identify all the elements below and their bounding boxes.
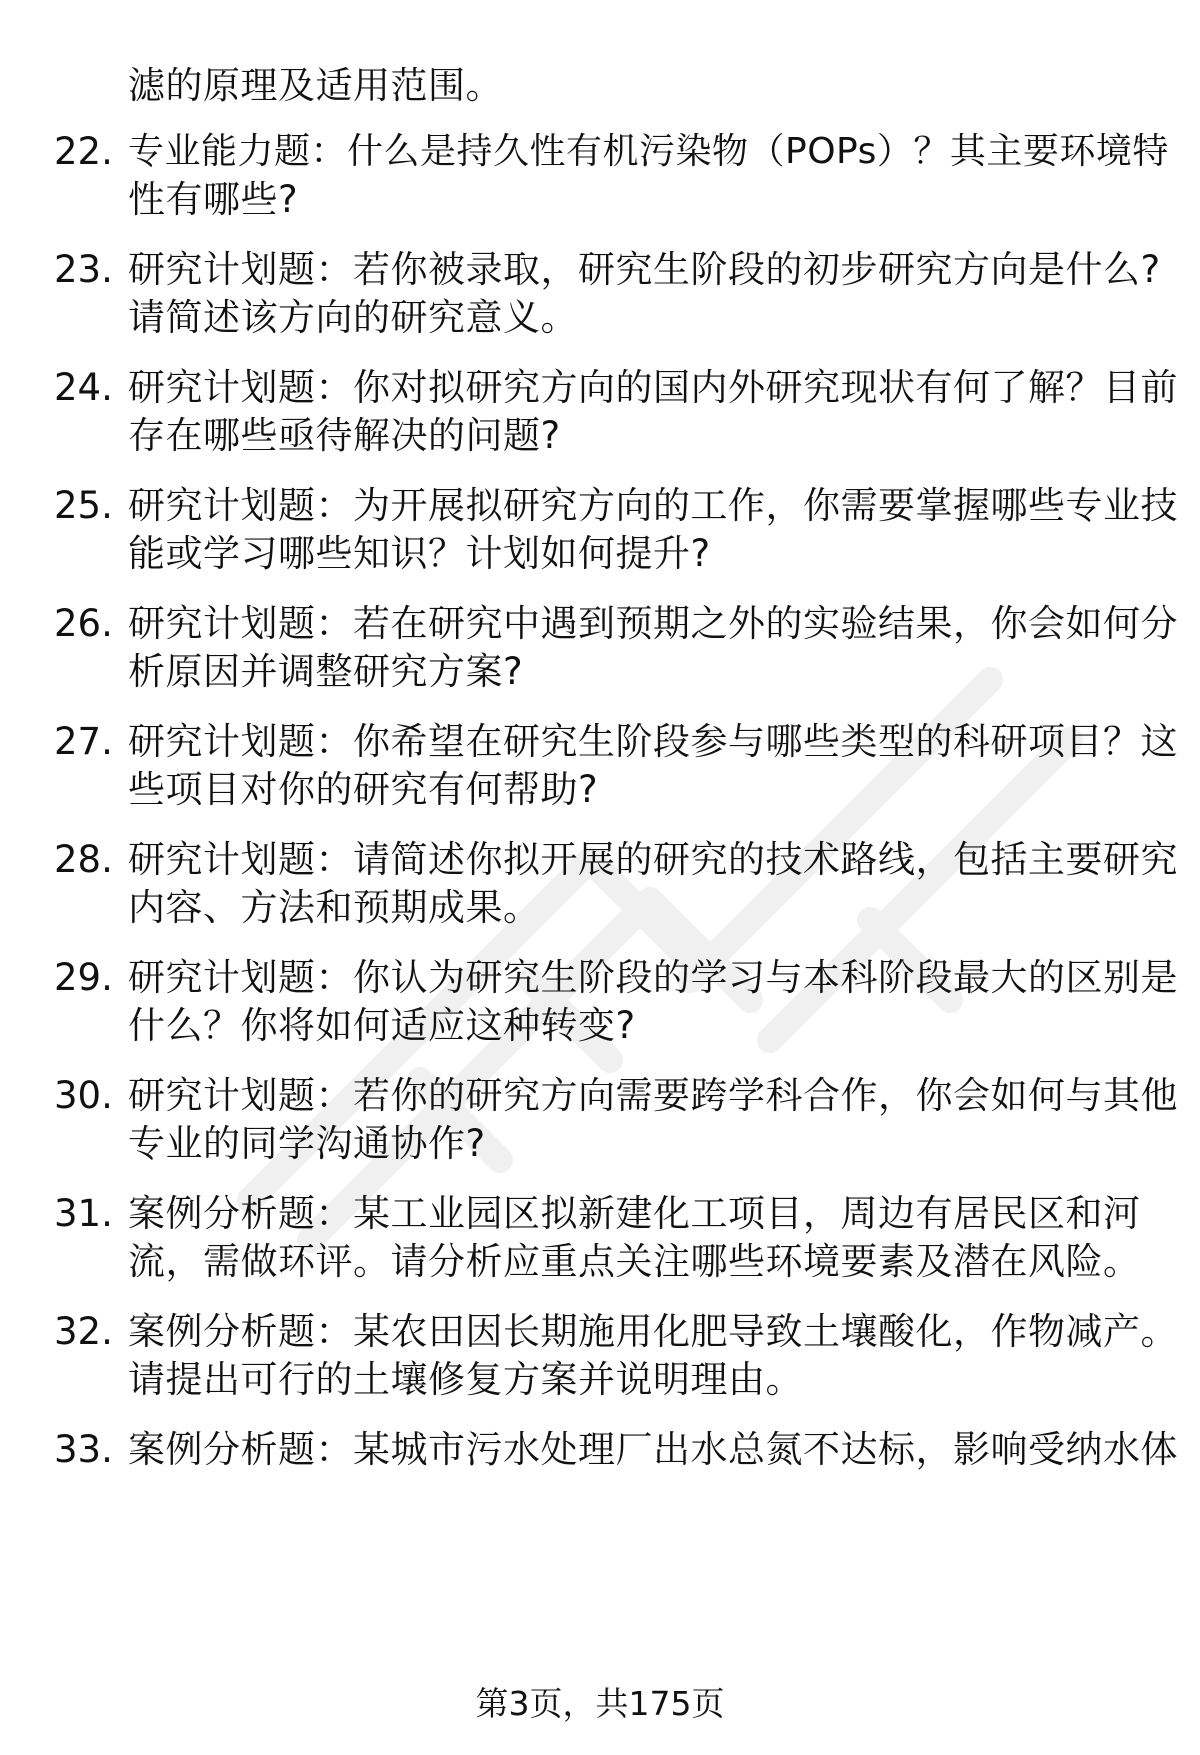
question-text-line2: 请简述该方向的研究意义。 — [128, 296, 578, 339]
question-text-line2: 存在哪些亟待解决的问题? — [128, 414, 561, 457]
question-text-line2: 流，需做环评。请分析应重点关注哪些环境要素及潜在风险。 — [128, 1240, 1141, 1283]
question-text-line1: 案例分析题：某城市污水处理厂出水总氮不达标，影响受纳水体 — [128, 1428, 1178, 1471]
question-text-line2: 内容、方法和预期成果。 — [128, 886, 541, 929]
continuation-text: 滤的原理及适用范围。 — [128, 64, 503, 107]
question-text-line2: 专业的同学沟通协作? — [128, 1122, 486, 1165]
question-text-line1: 研究计划题：若在研究中遇到预期之外的实验结果，你会如何分 — [128, 602, 1178, 645]
question-number: 22. — [54, 130, 113, 173]
question-text-line1: 专业能力题：什么是持久性有机污染物（POPs）？其主要环境特 — [128, 131, 1169, 172]
question-number: 27. — [54, 720, 113, 763]
question-number: 23. — [54, 248, 113, 291]
question-text-line1: 研究计划题：请简述你拟开展的研究的技术路线，包括主要研究 — [128, 838, 1178, 881]
question-text-line2: 请提出可行的土壤修复方案并说明理由。 — [128, 1358, 803, 1401]
question-text-line1: 研究计划题：为开展拟研究方向的工作，你需要掌握哪些专业技 — [128, 484, 1178, 527]
question-number: 25. — [54, 484, 113, 527]
question-number: 29. — [54, 956, 113, 999]
question-number: 33. — [54, 1428, 113, 1471]
question-text-line1: 研究计划题：你希望在研究生阶段参与哪些类型的科研项目？这 — [128, 720, 1178, 763]
question-text-line1: 研究计划题：若你被录取，研究生阶段的初步研究方向是什么? — [128, 248, 1161, 291]
question-text-line1: 研究计划题：你对拟研究方向的国内外研究现状有何了解？目前 — [128, 366, 1178, 409]
question-text-line2: 什么？你将如何适应这种转变? — [128, 1004, 636, 1047]
page-number-footer: 第3页，共175页 — [475, 1684, 725, 1723]
question-number: 24. — [54, 366, 113, 409]
question-text-line1: 研究计划题：你认为研究生阶段的学习与本科阶段最大的区别是 — [128, 956, 1178, 999]
question-text-line2: 析原因并调整研究方案? — [128, 650, 524, 693]
question-number: 32. — [54, 1310, 113, 1353]
question-text-line1: 案例分析题：某工业园区拟新建化工项目，周边有居民区和河 — [128, 1192, 1141, 1235]
question-number: 31. — [54, 1192, 113, 1235]
question-text-line1: 研究计划题：若你的研究方向需要跨学科合作，你会如何与其他 — [128, 1074, 1178, 1117]
question-number: 28. — [54, 838, 113, 881]
question-text-line1: 案例分析题：某农田因长期施用化肥导致土壤酸化，作物减产。 — [128, 1310, 1178, 1353]
question-text-line2: 些项目对你的研究有何帮助? — [128, 768, 599, 811]
question-number: 30. — [54, 1074, 113, 1117]
question-text-line2: 能或学习哪些知识？计划如何提升? — [128, 532, 711, 575]
question-text-line2: 性有哪些? — [128, 178, 299, 221]
question-number: 26. — [54, 602, 113, 645]
